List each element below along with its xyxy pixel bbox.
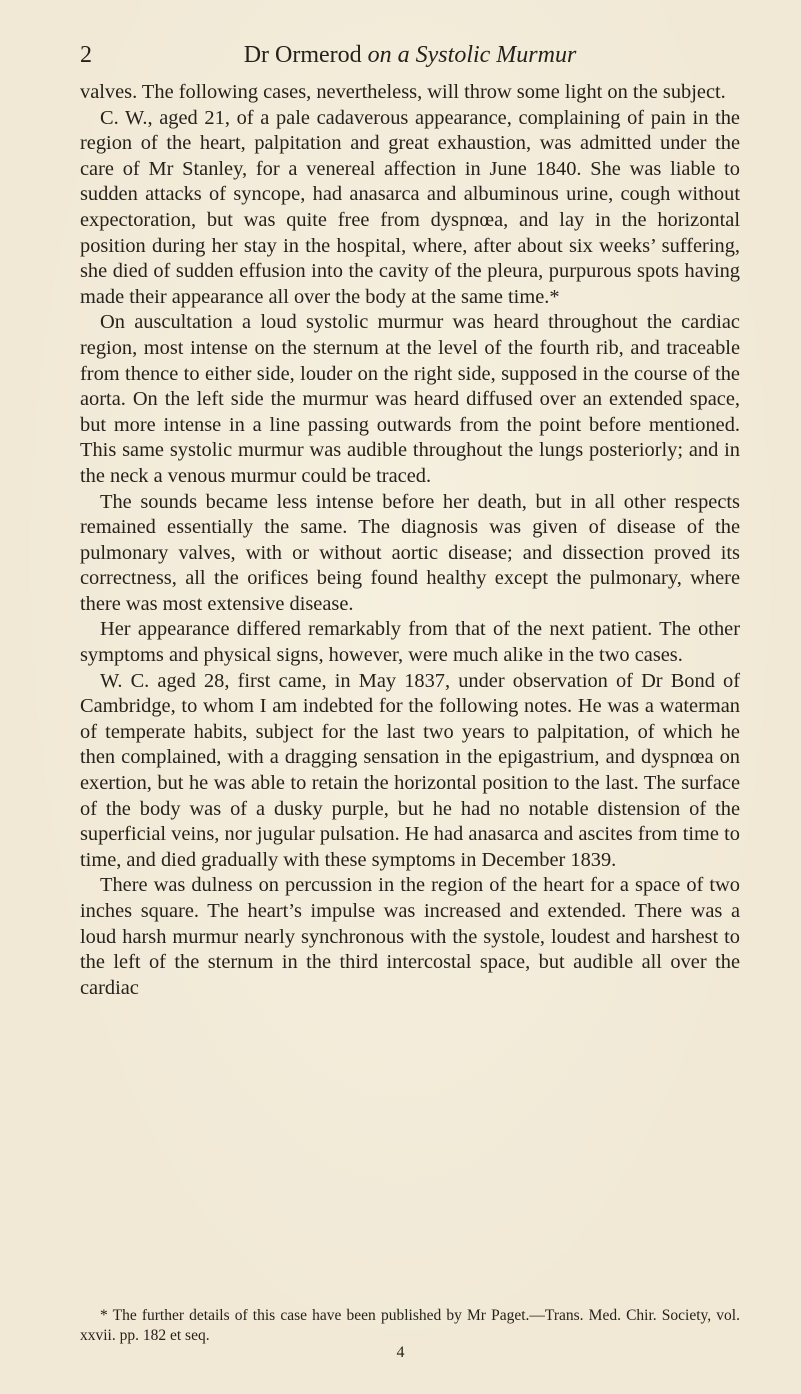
footnote-text: * The further details of this case have been published by Mr Paget.—Trans. Med. Chir. Society, vol. xxvii. pp. 182 et seq. [80,1307,740,1344]
paragraph-comparison: Her appearance differed remarkably from that of the next patient. The other symptoms and physical signs, however, were much alike in the two cases. [80,618,740,667]
signature-mark: 4 [396,1344,405,1361]
body-text [80,80,740,1001]
paragraph-continuation: valves. The following cases, nevertheless, will throw some light on the subject. [80,81,726,103]
running-title-subject: on a Systolic Murmur [367,42,577,68]
paragraph-auscultation: On auscultation a loud systolic murmur was heard throughout the cardiac region, most intense on the sternum at the level of the fourth rib, and traceable from thence to either side, louder on the right side, supposed in the course of the aorta. On the left side the murmur was heard diffused over an extended space, but more intense in a line passing outwards from the point before mentioned. This same systolic murmur was audible throughout the lungs posteriorly; and in the neck a venous murmur could be traced. [80,311,740,487]
paragraph-case-cw: C. W., aged 21, of a pale cadaverous appearance, complaining of pain in the region of the heart, palpitation and great exhaustion, was admitted under the care of Mr Stanley, for a venereal affection in June 1840. She was liable to sudden attacks of syncope, had anasarca and albuminous urine, cough without expectoration, but was quite free from dyspnœa, and lay in the horizontal position during her stay in the hospital, where, after about six weeks’ suffering, she died of sudden effusion into the cavity of the pleura, purpurous spots having made their appearance all over the body at the same time.* [80,106,740,308]
paragraph-diagnosis: The sounds became less intense before her death, but in all other respects remained essentially the same. The diagnosis was given of disease of the pulmonary valves, with or without aortic disease; and dissection proved its correctness, all the orifices being found healthy except the pulmonary, where there was most extensive disease. [80,490,740,615]
paragraph-case-wc: W. C. aged 28, first came, in May 1837, under observation of Dr Bond of Cambridge, to whom I am indebted for the following notes. He was a waterman of temperate habits, subject for the last two years to palpitation, of which he then complained, with a dragging sensation in the epigastrium, and dyspnœa on exertion, but he was able to retain the horizontal position to the last. The surface of the body was of a dusky purple, but he had no notable distension of the superficial veins, nor jugular pulsation. He had anasarca and ascites from time to time, and died gradually with these symptoms in December 1839. [80,669,740,871]
footnote [80,1306,740,1346]
page-number: 2 [80,42,92,68]
running-title [80,42,740,69]
running-title-author: Dr Ormerod [243,42,368,68]
running-header [80,42,740,76]
paragraph-percussion: There was dulness on percussion in the region of the heart for a space of two inches square. The heart’s impulse was increased and extended. There was a loud harsh murmur nearly synchronous with the systole, loudest and harshest to the left of the sternum in the third intercostal space, but audible all over the cardiac [80,874,740,999]
